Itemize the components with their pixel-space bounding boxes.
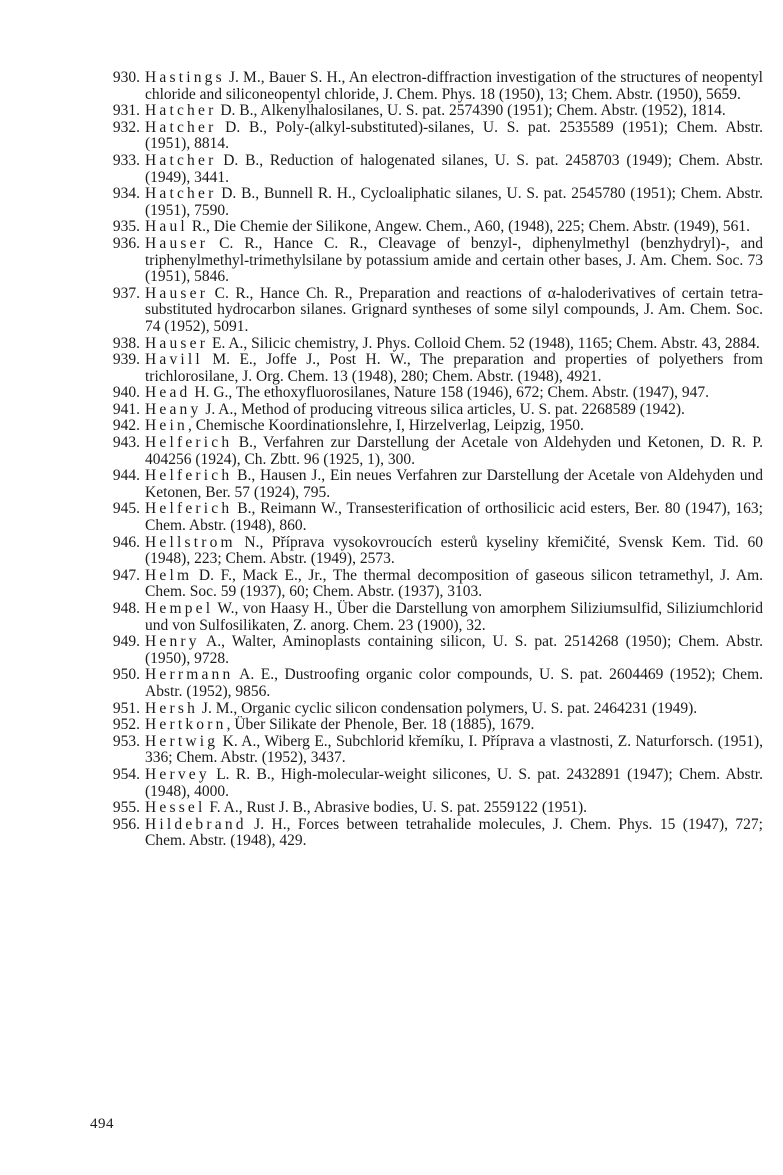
reference-number: 945.	[112, 500, 140, 518]
reference-text: J. A., Method of producing vitreous silica articles, U. S. pat. 2268589 (1942).	[201, 400, 685, 418]
reference-number: 941.	[112, 400, 140, 418]
reference-author: Hatcher	[145, 185, 217, 203]
reference-text: N., Příprava vysokovroucích esterů kyseliny křemičité, Svensk Kem. Tid. 60 (1948), 223; Chem. Abstr. (1949), 2573.	[145, 533, 763, 568]
reference-author: Henry	[145, 633, 200, 651]
reference-entry	[100, 153, 763, 186]
reference-author: Helferich	[145, 434, 233, 452]
reference-author: Hellstrom	[145, 533, 236, 551]
reference-number: 932.	[112, 118, 140, 136]
reference-number: 956.	[112, 815, 140, 833]
reference-entry	[100, 385, 763, 402]
reference-number: 953.	[112, 732, 140, 750]
reference-text: F. A., Rust J. B., Abrasive bodies, U. S. pat. 2559122 (1951).	[205, 799, 588, 817]
reference-author: Hauser	[145, 284, 209, 302]
reference-author: Hertwig	[145, 732, 219, 750]
reference-number: 940.	[112, 384, 140, 402]
reference-author: Hempel	[145, 600, 214, 617]
reference-author: Hersh	[145, 699, 199, 717]
reference-text: E. A., Silicic chemistry, J. Phys. Colloid Chem. 52 (1948), 1165; Chem. Abstr. 43, 2884.	[208, 334, 760, 352]
reference-number: 954.	[112, 765, 140, 783]
reference-author: Hastings	[145, 69, 225, 86]
reference-text: J. H., Forces between tetrahalide molecules, J. Chem. Phys. 15 (1947), 727; Chem. Abstr. (1948), 429.	[145, 815, 763, 850]
reference-text: B., Reimann W., Transesterification of orthosilicic acid esters, Ber. 80 (1947), 163; Chem. Abstr. (1948), 860.	[145, 500, 763, 535]
reference-entry	[100, 352, 763, 385]
reference-text: C. R., Hance Ch. R., Preparation and reactions of α-haloderivatives of certain tetra-substituted hydrocarbon silanes. Grignard syntheses of some silyl compounds, J. Am. Chem. Soc. 74 (1952), 5091.	[145, 284, 763, 335]
reference-number: 942.	[112, 417, 140, 435]
reference-author: Head	[145, 384, 191, 402]
reference-entry	[100, 667, 763, 700]
reference-author: Herrmann	[145, 666, 234, 684]
reference-author: Heany	[145, 400, 202, 418]
reference-entry	[100, 601, 763, 634]
reference-author: Hessel	[145, 799, 206, 817]
reference-author: Hatcher	[145, 151, 217, 169]
reference-number: 939.	[112, 351, 140, 369]
reference-entry	[100, 70, 763, 103]
reference-entry	[100, 435, 763, 468]
reference-text: M. E., Joffe J., Post H. W., The preparation and properties of polyethers from trichlorosilane, J. Org. Chem. 13 (1948), 280; Chem. Abstr. (1948), 4921.	[145, 351, 763, 385]
reference-text: J. M., Bauer S. H., An electron-diffraction investigation of the structures of neopentyl chloride and siliconeopentyl chloride, J. Chem. Phys. 18 (1950), 13; Chem. Abstr. (1950), 5659.	[145, 69, 763, 103]
reference-entry	[100, 568, 763, 601]
reference-number: 952.	[112, 716, 140, 734]
reference-number: 934.	[112, 185, 140, 203]
reference-text: D. B., Bunnell R. H., Cycloaliphatic silanes, U. S. pat. 2545780 (1951); Chem. Abstr. (1951), 7590.	[145, 185, 763, 219]
reference-text: , Über Silikate der Phenole, Ber. 18 (1885), 1679.	[226, 716, 535, 734]
reference-number: 949.	[112, 633, 140, 651]
reference-author: Hatcher	[145, 118, 217, 136]
reference-text: C. R., Hance C. R., Cleavage of benzyl-, diphenylmethyl (benzhydryl)-, and triphenylmethyl-trimethylsilane by potassium amide and certain other bases, J. Am. Chem. Soc. 73 (1951), 5846.	[145, 234, 763, 286]
reference-entry	[100, 286, 763, 336]
reference-number: 935.	[112, 218, 140, 236]
reference-entry	[100, 336, 763, 353]
reference-number: 943.	[112, 434, 140, 452]
reference-author: Hatcher	[145, 102, 217, 120]
reference-entry	[100, 634, 763, 667]
reference-number: 951.	[112, 699, 140, 717]
reference-number: 931.	[112, 102, 140, 120]
reference-entry	[100, 186, 763, 219]
reference-entry	[100, 103, 763, 120]
reference-text: D. F., Mack E., Jr., The thermal decomposition of gaseous silicon tetramethyl, J. Am. Chem. Soc. 59 (1937), 60; Chem. Abstr. (1937), 3103.	[145, 566, 763, 601]
reference-number: 930.	[112, 69, 140, 86]
reference-number: 936.	[112, 234, 140, 252]
reference-entry	[100, 701, 763, 718]
reference-text: A., Walter, Aminoplasts containing silicon, U. S. pat. 2514268 (1950); Chem. Abstr. (1950), 9728.	[145, 633, 763, 667]
reference-number: 955.	[112, 799, 140, 817]
reference-number: 947.	[112, 566, 140, 584]
reference-number: 950.	[112, 666, 140, 684]
reference-author: Hertkorn	[145, 716, 227, 734]
reference-entry	[100, 717, 763, 734]
reference-text: H. G., The ethoxyfluorosilanes, Nature 158 (1946), 672; Chem. Abstr. (1947), 947.	[190, 384, 709, 402]
reference-number: 937.	[112, 284, 140, 302]
reference-author: Hauser	[145, 334, 209, 352]
reference-entry	[100, 501, 763, 534]
page-number: 494	[90, 1116, 114, 1132]
reference-number: 944.	[112, 467, 140, 485]
reference-entry	[100, 767, 763, 800]
reference-author: Hauser	[145, 234, 209, 252]
reference-text: R., Die Chemie der Silikone, Angew. Chem., A60, (1948), 225; Chem. Abstr. (1949), 561.	[187, 218, 751, 236]
reference-list	[100, 70, 763, 850]
reference-entry	[100, 817, 763, 850]
reference-text: J. M., Organic cyclic silicon condensation polymers, U. S. pat. 2464231 (1949).	[198, 699, 698, 717]
reference-text: B., Hausen J., Ein neues Verfahren zur Darstellung der Acetale von Aldehyden und Ketonen, Ber. 57 (1924), 795.	[145, 467, 763, 501]
reference-entry	[100, 468, 763, 501]
reference-entry	[100, 402, 763, 419]
reference-text: W., von Haasy H., Über die Darstellung von amorphem Siliziumsulfid, Siliziumchlorid und von Sulfosilikaten, Z. anorg. Chem. 23 (1900), 32.	[145, 600, 763, 634]
reference-author: Hein	[145, 417, 188, 435]
reference-author: Hildebrand	[145, 815, 247, 833]
reference-entry	[100, 219, 763, 236]
reference-number: 938.	[112, 334, 140, 352]
reference-text: D. B., Poly-(alkyl-substituted)-silanes, U. S. pat. 2535589 (1951); Chem. Abstr. (1951), 8814.	[145, 118, 763, 153]
reference-entry	[100, 734, 763, 767]
reference-text: A. E., Dustroofing organic color compounds, U. S. pat. 2604469 (1952); Chem. Abstr. (1952), 9856.	[145, 666, 763, 700]
reference-author: Helferich	[145, 500, 233, 518]
reference-text: K. A., Wiberg E., Subchlorid křemíku, I. Příprava a vlastnosti, Z. Naturforsch. (1951), 336; Chem. Abstr. (1952), 3437.	[145, 732, 763, 767]
reference-author: Havill	[145, 351, 203, 369]
reference-text: D. B., Alkenylhalosilanes, U. S. pat. 2574390 (1951); Chem. Abstr. (1952), 1814.	[216, 102, 726, 120]
reference-text: , Chemische Koordinationslehre, I, Hirzelverlag, Leipzig, 1950.	[187, 417, 584, 435]
reference-number: 933.	[112, 151, 140, 169]
reference-entry	[100, 120, 763, 153]
reference-author: Helferich	[145, 467, 233, 485]
reference-author: Haul	[145, 218, 188, 236]
reference-author: Hervey	[145, 765, 210, 783]
reference-author: Helm	[145, 566, 193, 584]
reference-text: D. B., Reduction of halogenated silanes, U. S. pat. 2458703 (1949); Chem. Abstr. (1949), 3441.	[145, 151, 763, 186]
reference-entry	[100, 418, 763, 435]
reference-number: 948.	[112, 600, 140, 617]
reference-text: B., Verfahren zur Darstellung der Acetale von Aldehyden und Ketonen, D. R. P. 404256 (1924), Ch. Zbtt. 96 (1925, 1), 300.	[145, 434, 763, 468]
reference-number: 946.	[112, 533, 140, 551]
reference-entry	[100, 535, 763, 568]
reference-entry	[100, 236, 763, 286]
reference-entry	[100, 800, 763, 817]
reference-text: L. R. B., High-molecular-weight silicones, U. S. pat. 2432891 (1947); Chem. Abstr. (1948), 4000.	[145, 765, 763, 800]
